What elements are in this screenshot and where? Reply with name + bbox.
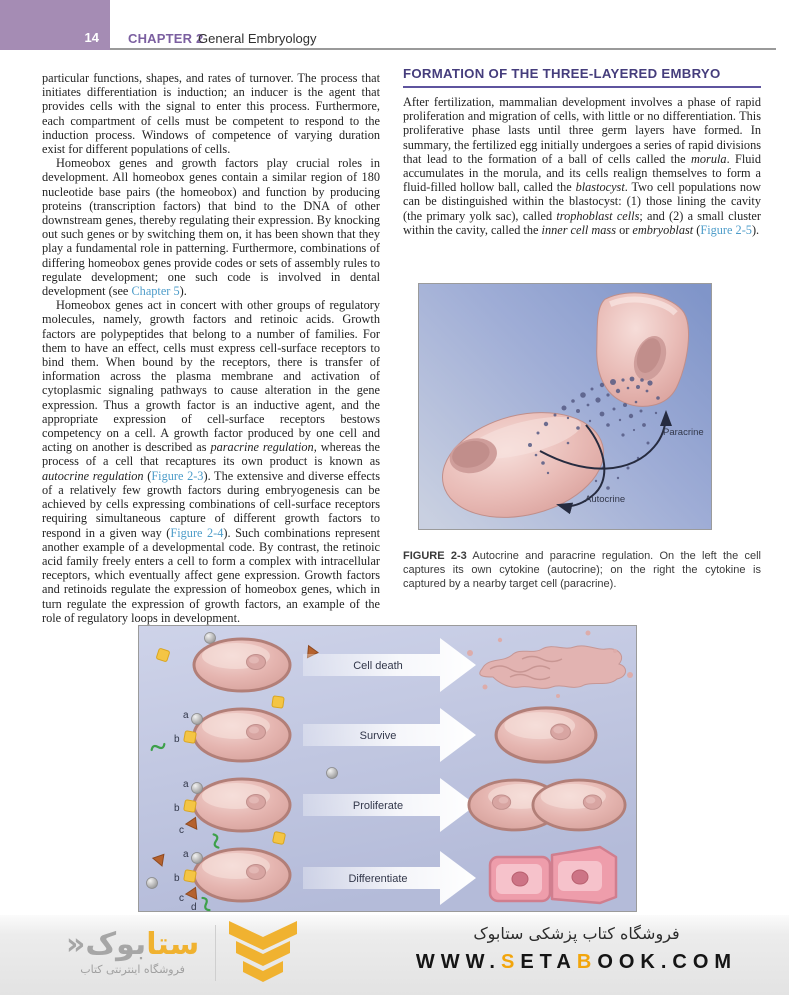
receptor-letter: d bbox=[191, 902, 197, 912]
bookstore-info bbox=[404, 923, 749, 975]
text-segment: . Two cell populations now can be distinguished within the blastocyst: (1) those lining the cavity (the primary yolk sac), called bbox=[403, 180, 762, 223]
text-segment: ETA bbox=[520, 951, 577, 973]
figure-2-3-illustration bbox=[418, 283, 712, 530]
paragraph bbox=[403, 95, 761, 237]
paracrine-label: Paracrine bbox=[663, 427, 704, 438]
text-segment: . Fluid accumulates in the morula, and its cells realign themselves to form a fluid-filled hollow ball, called the bbox=[403, 151, 761, 195]
text-segment: morula bbox=[691, 151, 727, 166]
text-segment: WWW. bbox=[415, 951, 501, 973]
row-label: Cell death bbox=[353, 660, 403, 672]
text-segment: ). bbox=[179, 284, 187, 299]
paragraph bbox=[42, 71, 380, 156]
cross-reference-link[interactable]: Chapter 5 bbox=[131, 284, 180, 299]
receptor-letter: c bbox=[179, 825, 184, 836]
chapter-label: CHAPTER 2 bbox=[128, 31, 204, 46]
row-label: Differentiate bbox=[348, 873, 408, 885]
text-segment: inner cell mass bbox=[541, 222, 616, 237]
text-segment: blastocyst bbox=[575, 180, 625, 195]
store-title: فروشگاه کتاب پزشکی ستابوک bbox=[473, 924, 680, 943]
text-segment: Homeobox genes act in concert with other groups of regulatory molecules, namely, growth factors and retinoic acids. Growth factors are polypeptides that belong to a number of families. For them to have an effect, cells must express cell-surface receptors to bind them. When bound by the receptors, there is transfer of information across the plasma membrane and activation of cytoplasmic signaling pathways to cause alteration in the gene expression. Thus a growth factor is an inductive agent, and the appropriate expression of cell-surface receptors bestows competency on a cell. A growth factor produced by one cell and acting on another is described as bbox=[42, 298, 380, 455]
store-url bbox=[404, 949, 749, 975]
brand-text-block bbox=[66, 929, 199, 977]
right-text-column bbox=[403, 66, 761, 237]
footer-divider bbox=[215, 925, 216, 981]
text-segment: ; and (2) a small cluster within the cavity, called the bbox=[403, 208, 761, 237]
chapter-title: General Embryology bbox=[198, 31, 317, 46]
chapter-number-block bbox=[0, 0, 110, 50]
chevron-logo-icon bbox=[228, 921, 298, 985]
text-segment: ). The extensive and diverse effects of a relatively few growth factors during embryogenesis can be achieved by cells expressing combinations of cell-surface receptors requiring simultaneous capture of different growth factors to respond in a given way ( bbox=[42, 468, 381, 540]
text-segment: ( bbox=[143, 468, 152, 483]
left-text-column bbox=[42, 71, 380, 625]
text-segment: « bbox=[66, 927, 86, 962]
figure-caption-label: FIGURE 2-3 bbox=[403, 550, 467, 562]
receptor-letter: b bbox=[174, 803, 180, 814]
row-label: Proliferate bbox=[352, 800, 404, 812]
brand-wordmark bbox=[66, 929, 199, 961]
receptor-letter: a bbox=[183, 710, 189, 721]
text-segment: whereas the process of a cell that recaptures its own product is known as bbox=[42, 440, 380, 469]
text-segment: paracrine regulation, bbox=[210, 440, 317, 455]
cross-reference-link[interactable]: Figure 2-4 bbox=[170, 525, 224, 540]
autocrine-label: Autocrine bbox=[585, 494, 626, 505]
receptor-letter: b bbox=[174, 873, 180, 884]
paragraph bbox=[42, 156, 380, 298]
text-segment: After fertilization, mammalian development involves a phase of rapid proliferation and migration of cells, with little or no differentiation. This proliferative phase lasts until three germ layers have formed. In summary, the fertilized egg initially undergoes a series of rapid divisions that lead to the formation of a ball of cells called the bbox=[403, 95, 761, 166]
figure-caption-text: Autocrine and paracrine regulation. On the left the cell captures its own cytokine (autocrine); on the right the cytokine is captured by a nearby target cell (paracrine). bbox=[403, 550, 762, 590]
text-segment: ). bbox=[751, 222, 760, 237]
text-segment: or bbox=[616, 222, 633, 237]
page-number: 14 bbox=[84, 30, 99, 45]
receptor-letter: b bbox=[174, 734, 180, 745]
receptor-letter: c bbox=[179, 893, 184, 904]
text-segment: بوک bbox=[85, 927, 147, 962]
text-segment: ( bbox=[693, 222, 701, 237]
text-segment: Homeobox genes and growth factors play crucial roles in development. All homeobox genes contain a similar region of 180 nucleotide base pairs (the homeobox) and function by producing proteins (transcription factors) that bind to the DNA of other downstream genes, thereby regulating their expression. By knocking out such genes or by switching them on, it has been shown that they play a fundamental role in patterning. Furthermore, combinations of differing homeobox genes provide codes or sets of assembly rules to regulate development; one such code is involved in dental development (see bbox=[42, 156, 380, 299]
text-segment: S bbox=[501, 951, 521, 973]
text-segment: autocrine regulation bbox=[42, 468, 144, 483]
bookstore-logo bbox=[66, 921, 298, 985]
brand-tagline: فروشگاه اینترنتی کتاب bbox=[80, 963, 185, 976]
text-segment: embryoblast bbox=[632, 222, 694, 237]
text-segment: particular functions, shapes, and rates of turnover. The process that initiates differentiation is induction; an inducer is the agent that provides cells with the signal to enter this process. Furthermore, each compartment of cells must be competent to respond to the induction process. Windows of competence of varying duration exist for different populations of cells. bbox=[42, 71, 380, 157]
figure-2-3-caption bbox=[403, 550, 761, 591]
text-segment: OOK.COM bbox=[597, 951, 738, 973]
paragraph bbox=[42, 298, 380, 625]
text-segment: ستا bbox=[146, 927, 200, 962]
receptor-letter: a bbox=[183, 849, 189, 860]
cross-reference-link[interactable]: Figure 2-5 bbox=[700, 222, 752, 237]
header-rule bbox=[110, 48, 776, 50]
receptor-letter: a bbox=[183, 779, 189, 790]
bookstore-footer bbox=[0, 915, 789, 995]
text-segment: B bbox=[576, 951, 598, 973]
section-heading: FORMATION OF THE THREE-LAYERED EMBRYO bbox=[403, 66, 761, 88]
text-segment: ). Such combinations represent another example of a developmental code. By contrast, the retinoic acid family freely enters a cell to form a complex with intracellular receptors, which eventually affect gene expression. Growth factors and retinoids regulate the expression of homeobox genes, which in turn regulate the expression of growth factors, an example of the role of regulatory loops in development. bbox=[42, 525, 381, 625]
text-segment: trophoblast cells bbox=[556, 208, 640, 223]
cross-reference-link[interactable]: Figure 2-3 bbox=[151, 468, 204, 483]
figure-2-4-illustration bbox=[138, 625, 637, 912]
row-label: Survive bbox=[359, 730, 397, 742]
